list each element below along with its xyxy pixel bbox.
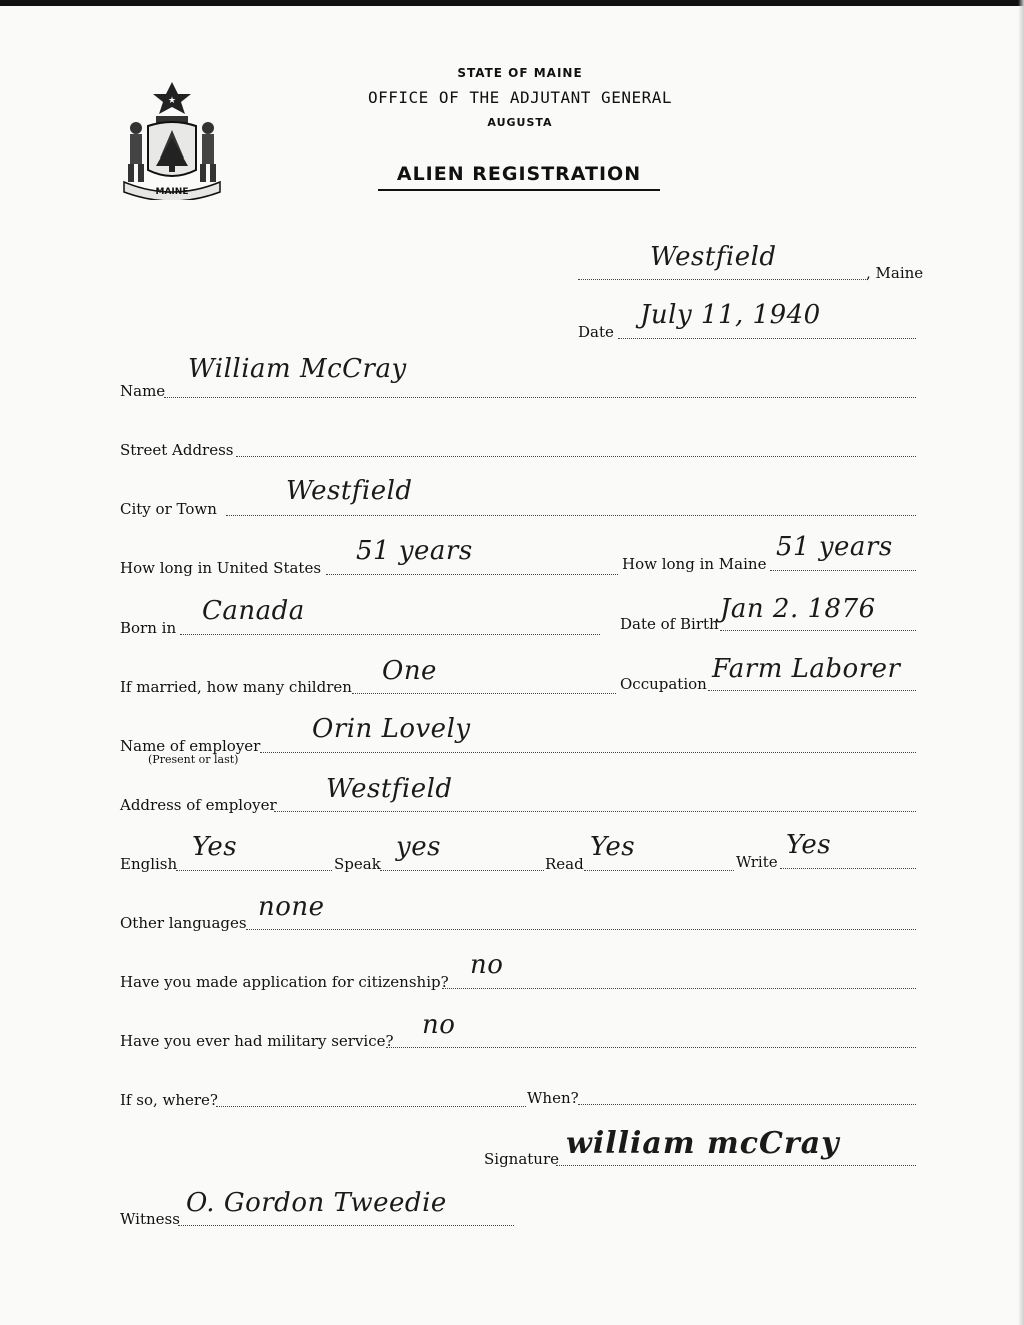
witness-value: O. Gordon Tweedie	[186, 1188, 447, 1218]
signature-field[interactable]	[556, 1165, 916, 1166]
employer-address-value: Westfield	[326, 774, 453, 804]
occupation-field[interactable]	[708, 690, 916, 691]
city-value: Westfield	[286, 476, 413, 506]
dob-field[interactable]	[720, 630, 916, 631]
birthplace-field[interactable]	[180, 634, 600, 635]
us-duration-value: 51 years	[356, 536, 473, 566]
name-value: William McCray	[188, 354, 407, 384]
english-label: English	[120, 855, 178, 873]
header-office: OFFICE OF THE ADJUTANT GENERAL	[368, 88, 672, 107]
header-state: STATE OF MAINE	[457, 66, 583, 80]
employer-address-label: Address of employer	[120, 796, 277, 814]
children-label: If married, how many children	[120, 678, 352, 696]
employer-field[interactable]	[260, 752, 916, 753]
maine-duration-value: 51 years	[776, 532, 893, 562]
citizenship-label: Have you made application for citizenship?	[120, 973, 449, 991]
maine-duration-label: How long in Maine	[622, 555, 767, 573]
name-label: Name	[120, 382, 166, 400]
write-value: Yes	[786, 830, 832, 860]
speak-field[interactable]	[380, 870, 544, 871]
date-value: July 11, 1940	[640, 300, 821, 330]
languages-value: none	[258, 892, 325, 922]
dob-label: Date of Birth	[620, 615, 719, 633]
where-label: If so, where?	[120, 1091, 218, 1109]
street-label: Street Address	[120, 441, 234, 459]
city-field[interactable]	[226, 515, 916, 516]
witness-label: Witness	[120, 1210, 180, 1228]
us-duration-field[interactable]	[326, 574, 618, 575]
languages-field[interactable]	[246, 929, 916, 930]
place-value: Westfield	[650, 242, 777, 272]
name-field[interactable]	[164, 397, 916, 398]
read-value: Yes	[590, 832, 636, 862]
occupation-label: Occupation	[620, 675, 707, 693]
military-field[interactable]	[386, 1047, 916, 1048]
witness-field[interactable]	[178, 1225, 514, 1226]
employer-address-field[interactable]	[274, 811, 916, 812]
employer-note: (Present or last)	[148, 753, 239, 766]
scan-edge-shadow	[1018, 0, 1024, 1325]
signature-value: william mcCray	[566, 1126, 840, 1161]
children-field[interactable]	[352, 693, 616, 694]
employer-value: Orin Lovely	[312, 714, 471, 744]
when-label: When?	[527, 1089, 579, 1107]
languages-label: Other languages	[120, 914, 247, 932]
seal-star: ★	[167, 96, 177, 106]
write-field[interactable]	[780, 868, 916, 869]
employer-label: Name of employer	[120, 737, 261, 755]
where-field[interactable]	[216, 1106, 526, 1107]
speak-value: yes	[396, 832, 441, 862]
military-label: Have you ever had military service?	[120, 1032, 394, 1050]
when-field[interactable]	[578, 1104, 916, 1105]
place-suffix: , Maine	[866, 264, 924, 282]
date-field[interactable]	[618, 338, 916, 339]
read-field[interactable]	[584, 870, 734, 871]
children-value: One	[382, 656, 437, 686]
dob-value: Jan 2. 1876	[720, 594, 876, 624]
header-city: AUGUSTA	[487, 116, 553, 129]
city-label: City or Town	[120, 500, 217, 518]
form-title: ALIEN REGISTRATION	[378, 163, 660, 191]
english-value: Yes	[192, 832, 238, 862]
military-value: no	[422, 1010, 456, 1040]
citizenship-value: no	[470, 950, 504, 980]
signature-label: Signature	[484, 1150, 560, 1168]
us-duration-label: How long in United States	[120, 559, 322, 577]
birthplace-label: Born in	[120, 619, 177, 637]
scan-top-border	[0, 0, 1024, 6]
speak-label: Speak	[334, 855, 381, 873]
citizenship-field[interactable]	[442, 988, 916, 989]
occupation-value: Farm Laborer	[712, 654, 901, 684]
write-label: Write	[736, 853, 778, 871]
birthplace-value: Canada	[202, 596, 305, 626]
read-label: Read	[545, 855, 584, 873]
maine-duration-field[interactable]	[770, 570, 916, 571]
date-label: Date	[578, 323, 614, 341]
place-field[interactable]	[578, 279, 868, 280]
english-field[interactable]	[176, 870, 332, 871]
street-field[interactable]	[236, 456, 916, 457]
seal-label: MAINE	[155, 187, 189, 197]
